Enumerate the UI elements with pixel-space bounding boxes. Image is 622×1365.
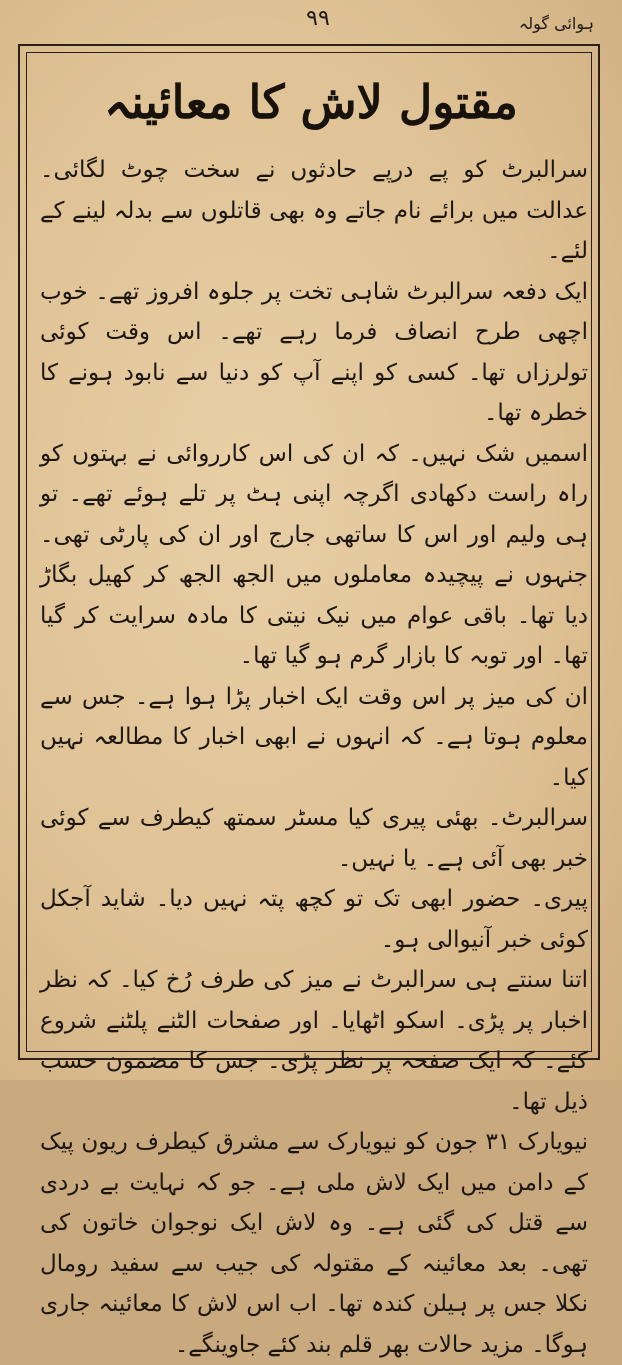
paragraph: اسمیں شک نہیں۔ کہ ان کی اس کارروائی نے بہتوں کو راہ راست دکھادی اگرچہ اپنی ہٹ پر تلے ہوئے تھے۔ تو ہی ولیم اور اس کا ساتھی جارج اور ان کی پارٹی تھی۔ جنہوں نے پیچیدہ معاملوں میں الجھ الجھ کر کھیل بگاڑ دیا تھا۔ باقی عوام میں نیک نیتی کا مادہ سرایت کر گیا تھا۔ اور توبہ کا بازار گرم ہو گیا تھا۔: [40, 440, 588, 669]
paragraph: ایک دفعہ سرالبرٹ شاہی تخت پر جلوہ افروز تھے۔ خوب اچھی طرح انصاف فرما رہے تھے۔ اس وقت کوئی تولرزاں تھا۔ کسی کو اپنے آپ کو دنیا سے نابود ہونے کا خطرہ تھا۔: [40, 278, 588, 426]
chapter-title: مقتول لاش کا معائینہ: [104, 75, 518, 129]
paragraph: سرالبرٹ۔ بھئی پیری کیا مسٹر سمتھ کیطرف سے کوئی خبر بھی آئی ہے۔ یا نہیں۔: [40, 805, 588, 872]
paragraph: سرالبرٹ کو پے درپے حادثوں نے سخت چوٹ لگائی۔ عدالت میں برائے نام جاتے وہ بھی قاتلوں سے بدلہ لینے کے لئے۔: [40, 157, 588, 264]
paragraph: نیویارک ۳۱ جون کو نیویارک سے مشرق کیطرف ریون پیک کے دامن میں ایک لاش ملی ہے۔ جو کہ نہایت بے دردی سے قتل کی گئی ہے۔ وہ لاش ایک نوجوان خاتون کی تھی۔ بعد معائینہ کے مقتولہ کی جیب سے سفید رومال نکلا جس پر ہیلن کندہ تھا۔ اب اس لاش کا معائینہ جاری ہوگا۔ مزید حالات بھر قلم بند کئے جاوینگے۔: [40, 1129, 588, 1358]
paragraph: اتنا سنتے ہی سرالبرٹ نے میز کی طرف رُخ کیا۔ کہ نظر اخبار پر پڑی۔ اسکو اٹھایا۔ اور صفحات الٹنے پلٹنے شروع کئے۔ کہ ایک صفحہ پر نظر پڑی۔ جس کا مضمون حسب ذیل تھا۔: [40, 967, 588, 1115]
body-text: [40, 150, 588, 1358]
paragraph: ان کی میز پر اس وقت ایک اخبار پڑا ہوا ہے۔ جس سے معلوم ہوتا ہے۔ کہ انہوں نے ابھی اخبار کا مطالعہ نہیں کیا۔: [40, 683, 588, 791]
running-head: ہوائی گولہ: [518, 14, 594, 33]
page-header: [0, 0, 622, 44]
paragraph: پیری۔ حضور ابھی تک تو کچھ پتہ نہیں دیا۔ شاید آجکل کوئی خبر آنیوالی ہو۔: [40, 886, 588, 953]
page-number: ۹۹: [306, 6, 330, 31]
